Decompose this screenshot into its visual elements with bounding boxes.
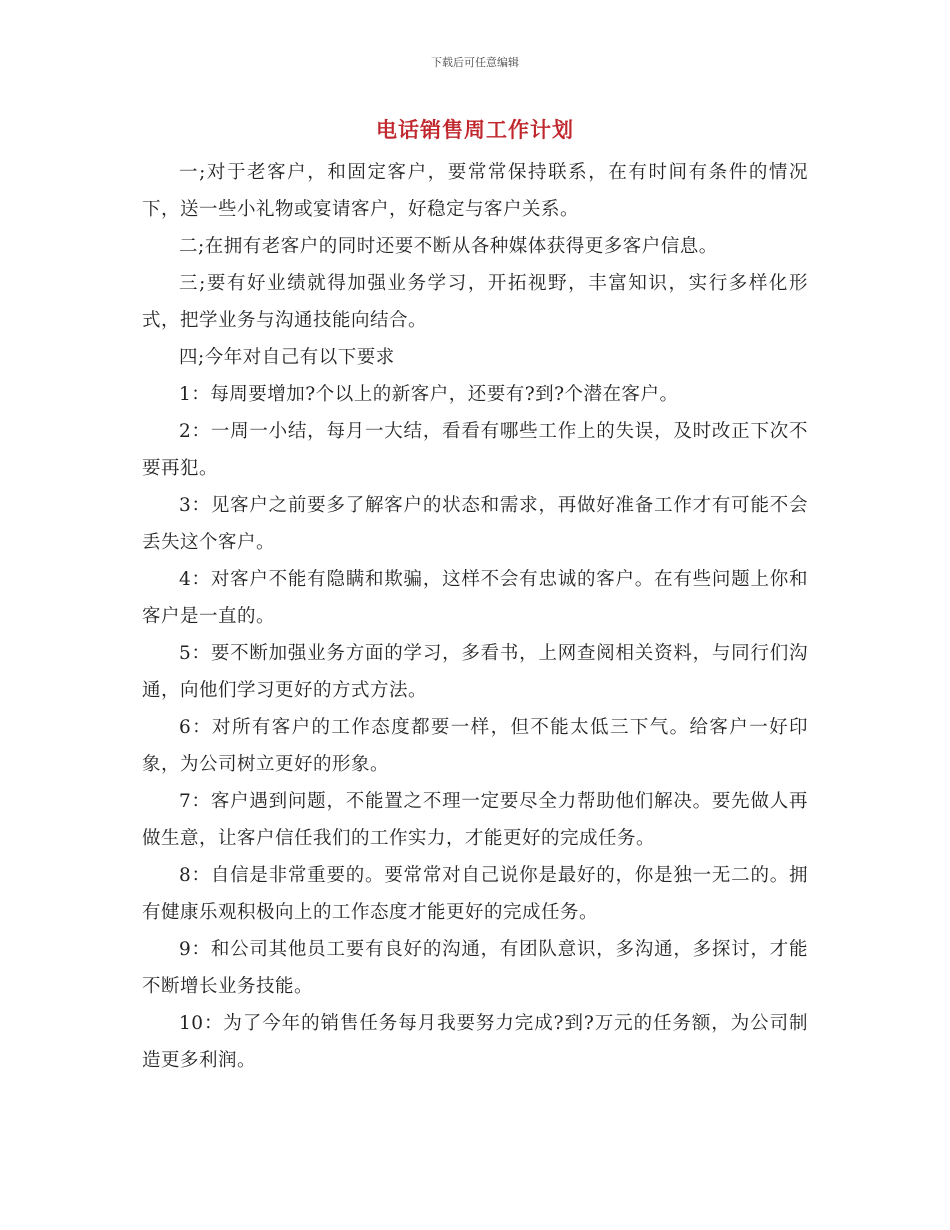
paragraph-3: 三;要有好业绩就得加强业务学习，开拓视野，丰富知识，实行多样化形式，把学业务与沟通技能向结合。 <box>142 273 808 331</box>
document-title: 电话销售周工作计划 <box>376 118 574 142</box>
requirement-4: 4：对客户不能有隐瞒和欺骗，这样不会有忠诚的客户。在有些问题上你和客户是一直的。 <box>142 569 808 627</box>
paragraph-2: 二;在拥有老客户的同时还要不断从各种媒体获得更多客户信息。 <box>179 236 718 257</box>
paragraph-1: 一;对于老客户，和固定客户，要常常保持联系，在有时间有条件的情况下，送一些小礼物或宴请客户，好稳定与客户关系。 <box>142 162 808 220</box>
requirement-8: 8：自信是非常重要的。要常常对自己说你是最好的，你是独一无二的。拥有健康乐观积极向上的工作态度才能更好的完成任务。 <box>142 865 808 923</box>
document-body <box>142 154 808 1079</box>
paragraph-4: 四;今年对自己有以下要求 <box>179 347 395 368</box>
requirement-10: 10：为了今年的销售任务每月我要努力完成?到?万元的任务额，为公司制造更多利润。 <box>142 1013 808 1071</box>
requirement-1: 1：每周要增加?个以上的新客户，还要有?到?个潜在客户。 <box>179 384 679 405</box>
requirement-5: 5：要不断加强业务方面的学习，多看书，上网查阅相关资料，与同行们沟通，向他们学习更好的方式方法。 <box>142 643 808 701</box>
requirement-9: 9：和公司其他员工要有良好的沟通，有团队意识，多沟通，多探讨，才能不断增长业务技能。 <box>142 939 808 997</box>
requirement-6: 6：对所有客户的工作态度都要一样，但不能太低三下气。给客户一好印象，为公司树立更好的形象。 <box>142 717 808 775</box>
requirement-2: 2：一周一小结，每月一大结，看看有哪些工作上的失误，及时改正下次不要再犯。 <box>142 421 808 479</box>
page-header-note: 下载后可任意编辑 <box>431 56 519 69</box>
requirement-7: 7：客户遇到问题，不能置之不理一定要尽全力帮助他们解决。要先做人再做生意，让客户信任我们的工作实力，才能更好的完成任务。 <box>142 791 808 849</box>
requirement-3: 3：见客户之前要多了解客户的状态和需求，再做好准备工作才有可能不会丢失这个客户。 <box>142 495 808 553</box>
